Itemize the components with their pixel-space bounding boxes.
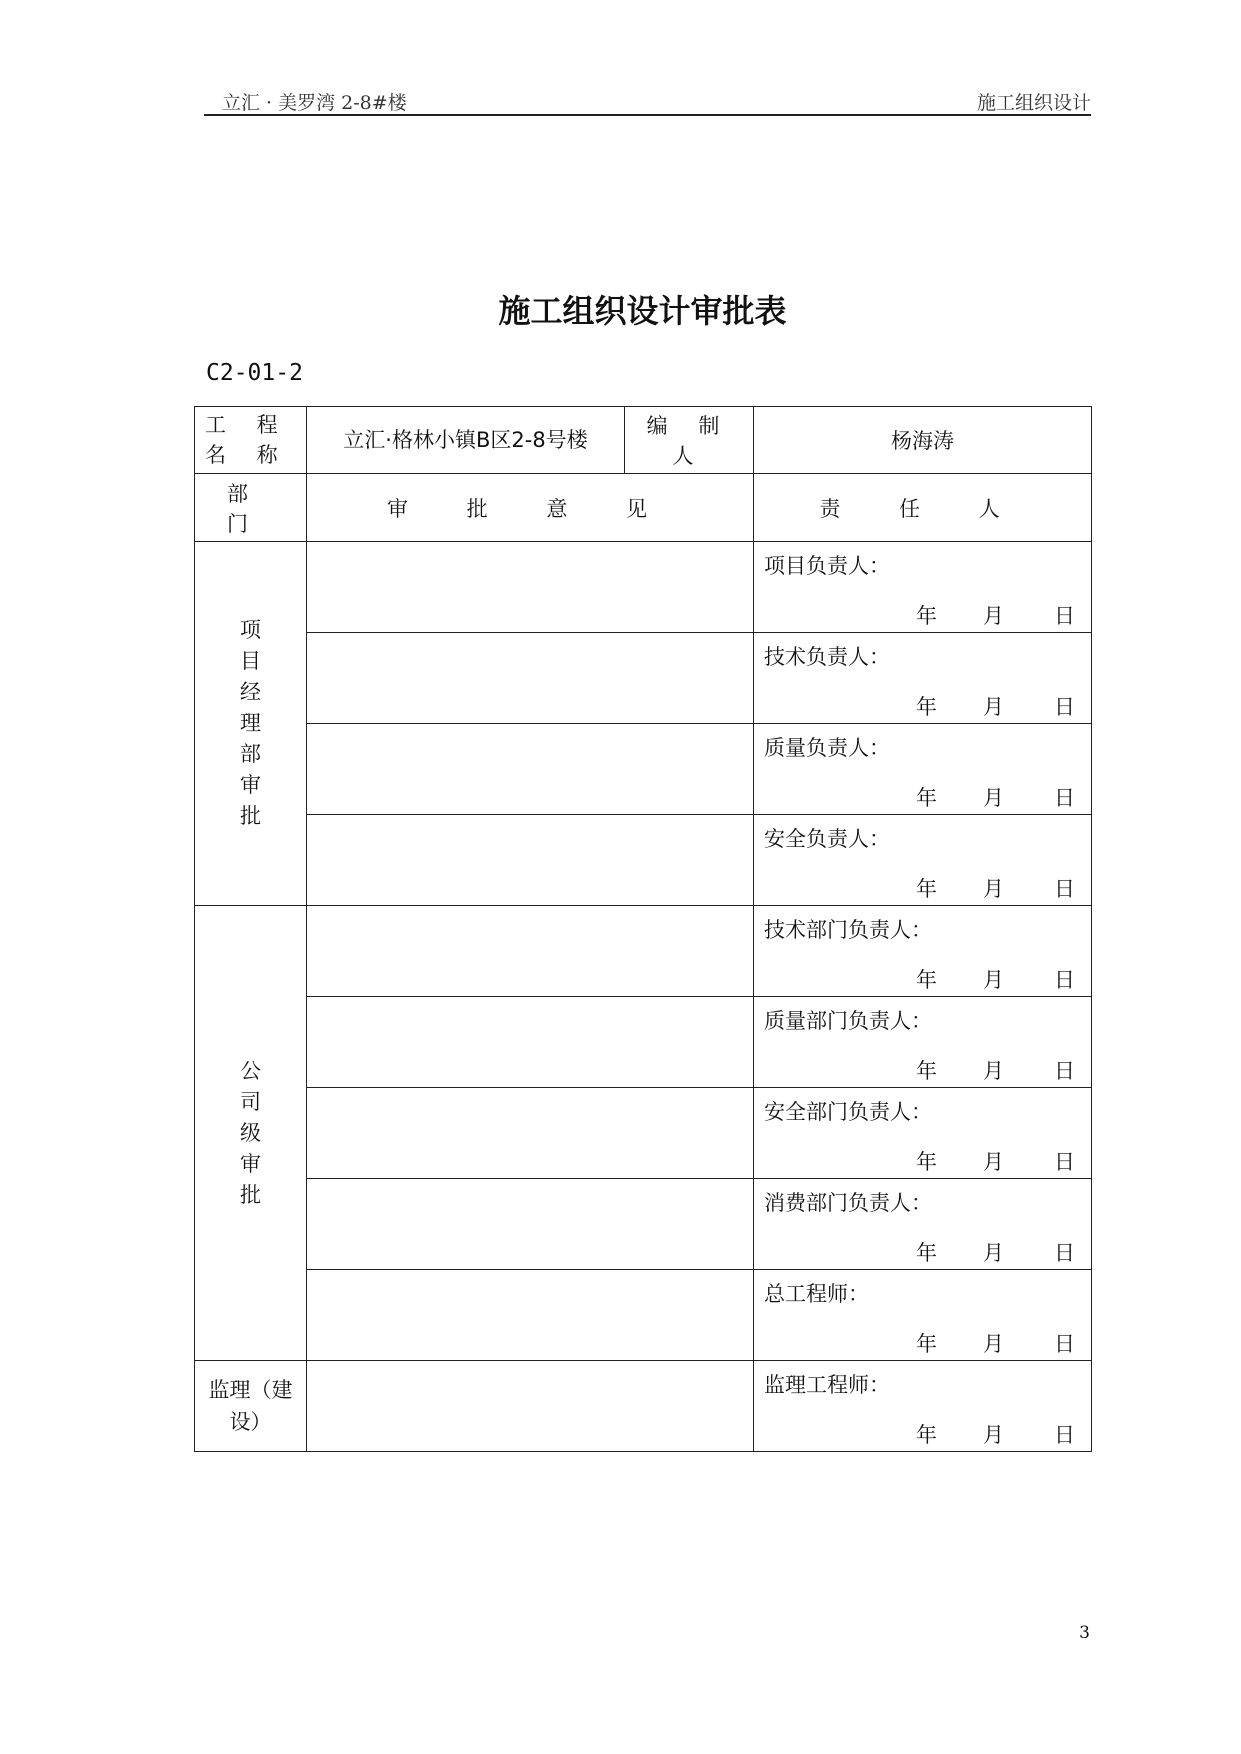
responsible-cell [754,1361,1092,1452]
date-month-label: 月 [983,1241,1004,1265]
responsible-role-label: 技术部门负责人： [764,918,932,942]
project-name-value: 立汇·格林小镇B区2-8号楼 [307,407,625,474]
responsible-cell [754,1088,1092,1179]
date-day-label: 日 [1054,1332,1075,1356]
author-label: 编 制 人 [625,407,754,474]
responsible-cell [754,633,1092,724]
signature-date [916,1328,1075,1358]
header-left-text: 立汇 · 美罗湾 2-8#楼 [222,92,407,114]
date-year-label: 年 [916,968,937,992]
header-rule [204,114,1091,116]
section-label [195,1361,307,1452]
signature-date [916,1146,1075,1176]
section-label-text: 监理（建设） [208,1378,293,1434]
section-label [195,906,307,1361]
approval-row [195,633,1092,724]
date-month-label: 月 [983,877,1004,901]
approval-row [195,1088,1092,1179]
signature-date [916,964,1075,994]
opinion-field[interactable] [307,1179,754,1270]
responsible-role-label: 质量部门负责人： [764,1009,932,1033]
responsible-role-label: 安全负责人： [764,827,890,851]
date-year-label: 年 [916,604,937,628]
opinion-field[interactable] [307,906,754,997]
header-right-text: 施工组织设计 [976,92,1091,114]
opinion-field[interactable] [307,724,754,815]
signature-date [916,1237,1075,1267]
signature-date [916,1419,1075,1449]
date-year-label: 年 [916,1059,937,1083]
approval-row [195,815,1092,906]
responsible-cell [754,542,1092,633]
approval-row [195,1361,1092,1452]
responsible-cell [754,1179,1092,1270]
date-month-label: 月 [983,1150,1004,1174]
column-header-row [195,474,1092,542]
opinion-field[interactable] [307,1361,754,1452]
opinion-field[interactable] [307,1270,754,1361]
responsible-cell [754,906,1092,997]
responsible-role-label: 总工程师： [764,1282,869,1306]
date-day-label: 日 [1054,604,1075,628]
date-year-label: 年 [916,1423,937,1447]
date-month-label: 月 [983,1423,1004,1447]
date-year-label: 年 [916,1150,937,1174]
responsible-cell [754,997,1092,1088]
opinion-field[interactable] [307,815,754,906]
date-month-label: 月 [983,1059,1004,1083]
opinion-field[interactable] [307,1088,754,1179]
column-opinion: 审 批 意 见 [307,474,754,542]
project-row [195,407,1092,474]
approval-row [195,724,1092,815]
date-day-label: 日 [1054,1059,1075,1083]
date-year-label: 年 [916,786,937,810]
date-month-label: 月 [983,604,1004,628]
opinion-field[interactable] [307,542,754,633]
date-day-label: 日 [1054,1150,1075,1174]
approval-row [195,997,1092,1088]
date-day-label: 日 [1054,1423,1075,1447]
date-month-label: 月 [983,695,1004,719]
author-value: 杨海涛 [754,407,1092,474]
page-title: 施工组织设计审批表 [498,292,787,330]
form-code: C2-01-2 [206,360,303,386]
responsible-role-label: 项目负责人： [764,554,890,578]
section-label [195,542,307,906]
date-year-label: 年 [916,877,937,901]
signature-date [916,691,1075,721]
date-day-label: 日 [1054,877,1075,901]
date-day-label: 日 [1054,695,1075,719]
opinion-field[interactable] [307,633,754,724]
signature-date [916,873,1075,903]
date-day-label: 日 [1054,786,1075,810]
signature-date [916,600,1075,630]
responsible-role-label: 技术负责人： [764,645,890,669]
approval-row [195,1270,1092,1361]
date-month-label: 月 [983,786,1004,810]
responsible-cell [754,1270,1092,1361]
responsible-role-label: 安全部门负责人： [764,1100,932,1124]
section-label-text: 项目经理部审批 [240,618,261,828]
date-year-label: 年 [916,1241,937,1265]
approval-table [194,406,1092,1452]
signature-date [916,1055,1075,1085]
responsible-cell [754,724,1092,815]
date-month-label: 月 [983,968,1004,992]
opinion-field[interactable] [307,997,754,1088]
date-year-label: 年 [916,695,937,719]
page-number: 3 [1079,1623,1090,1643]
responsible-role-label: 消费部门负责人： [764,1191,932,1215]
column-responsible: 责 任 人 [754,474,1092,542]
date-month-label: 月 [983,1332,1004,1356]
date-day-label: 日 [1054,1241,1075,1265]
approval-row [195,542,1092,633]
date-year-label: 年 [916,1332,937,1356]
project-name-label: 工 程 名 称 [195,407,307,474]
responsible-role-label: 质量负责人： [764,736,890,760]
section-label-text: 公司级审批 [240,1058,261,1207]
signature-date [916,782,1075,812]
responsible-role-label: 监理工程师： [764,1373,890,1397]
approval-row [195,1179,1092,1270]
approval-row [195,906,1092,997]
date-day-label: 日 [1054,968,1075,992]
column-department: 部 门 [195,474,307,542]
responsible-cell [754,815,1092,906]
